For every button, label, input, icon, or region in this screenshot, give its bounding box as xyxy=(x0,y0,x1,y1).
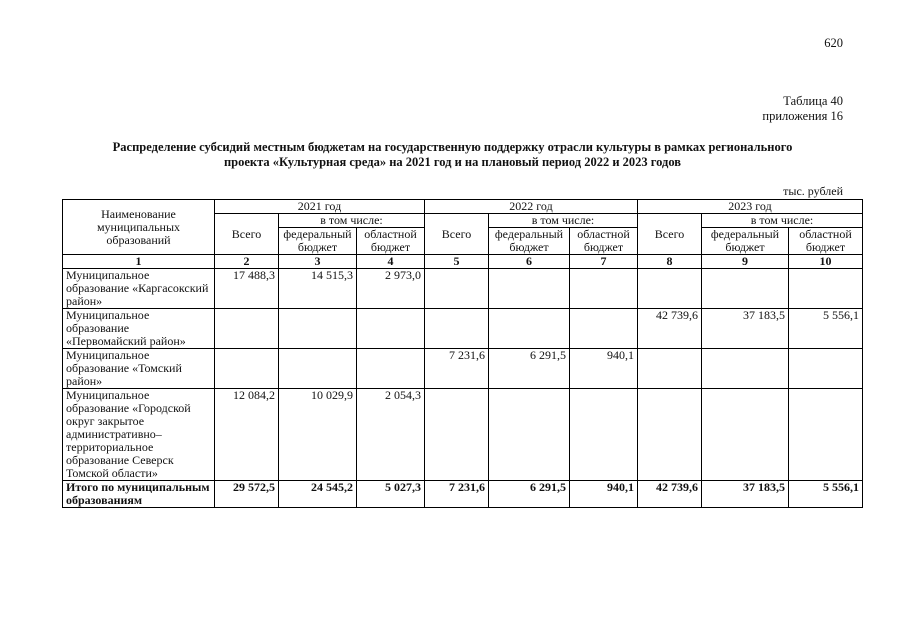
header-total-2023: Всего xyxy=(638,214,702,255)
cell-value xyxy=(789,269,863,309)
total-value: 42 739,6 xyxy=(638,481,702,508)
table-row xyxy=(63,309,863,349)
document-title-line2: проекта «Культурная среда» на 2021 год и на плановый период 2022 и 2023 годов xyxy=(223,155,682,169)
header-year-2022: 2022 год xyxy=(425,200,638,214)
header-federal-2021: федеральный бюджет xyxy=(279,228,357,255)
cell-value xyxy=(702,269,789,309)
cell-value xyxy=(570,269,638,309)
table-caption-line1: Таблица 40 xyxy=(783,94,843,108)
table-body xyxy=(63,269,863,508)
cell-value: 12 084,2 xyxy=(215,389,279,481)
column-number: 4 xyxy=(357,255,425,269)
header-including-2023: в том числе: xyxy=(702,214,863,228)
cell-value xyxy=(215,309,279,349)
document-title xyxy=(60,140,845,170)
column-number: 6 xyxy=(489,255,570,269)
row-name: Муниципальное образование «Первомайский район» xyxy=(63,309,215,349)
column-number: 2 xyxy=(215,255,279,269)
cell-value: 940,1 xyxy=(570,349,638,389)
cell-value xyxy=(638,349,702,389)
header-total-2022: Всего xyxy=(425,214,489,255)
cell-value: 14 515,3 xyxy=(279,269,357,309)
header-name: Наименование муниципальных образований xyxy=(63,200,215,255)
total-value: 940,1 xyxy=(570,481,638,508)
cell-value xyxy=(279,349,357,389)
column-number: 1 xyxy=(63,255,215,269)
total-value: 24 545,2 xyxy=(279,481,357,508)
cell-value: 37 183,5 xyxy=(702,309,789,349)
cell-value: 7 231,6 xyxy=(425,349,489,389)
column-number: 3 xyxy=(279,255,357,269)
cell-value: 10 029,9 xyxy=(279,389,357,481)
total-value: 5 556,1 xyxy=(789,481,863,508)
table-header xyxy=(63,200,863,269)
column-number: 8 xyxy=(638,255,702,269)
cell-value xyxy=(425,309,489,349)
total-value: 5 027,3 xyxy=(357,481,425,508)
total-value: 29 572,5 xyxy=(215,481,279,508)
table-caption xyxy=(762,94,843,124)
column-number: 9 xyxy=(702,255,789,269)
table-row xyxy=(63,349,863,389)
header-regional-2022: областной бюджет xyxy=(570,228,638,255)
total-value: 37 183,5 xyxy=(702,481,789,508)
cell-value xyxy=(489,269,570,309)
subsidy-table xyxy=(62,199,863,508)
header-including-2021: в том числе: xyxy=(279,214,425,228)
total-row xyxy=(63,481,863,508)
cell-value xyxy=(357,309,425,349)
header-federal-2022: федеральный бюджет xyxy=(489,228,570,255)
row-name: Муниципальное образование «Томский район» xyxy=(63,349,215,389)
column-number: 7 xyxy=(570,255,638,269)
cell-value xyxy=(702,389,789,481)
column-number: 5 xyxy=(425,255,489,269)
units-label: тыс. рублей xyxy=(783,184,843,198)
header-total-2021: Всего xyxy=(215,214,279,255)
header-regional-2021: областной бюджет xyxy=(357,228,425,255)
total-row-name: Итого по муниципальным образованиям xyxy=(63,481,215,508)
column-number: 10 xyxy=(789,255,863,269)
cell-value xyxy=(425,269,489,309)
cell-value xyxy=(279,309,357,349)
cell-value xyxy=(570,309,638,349)
cell-value: 2 973,0 xyxy=(357,269,425,309)
total-value: 6 291,5 xyxy=(489,481,570,508)
header-regional-2023: областной бюджет xyxy=(789,228,863,255)
header-year-2021: 2021 год xyxy=(215,200,425,214)
cell-value xyxy=(570,389,638,481)
document-title-line1: Распределение субсидий местным бюджетам на государственную поддержку отрасли культуры в рамках регионального xyxy=(112,140,793,154)
cell-value xyxy=(489,389,570,481)
cell-value: 17 488,3 xyxy=(215,269,279,309)
cell-value xyxy=(702,349,789,389)
table-row xyxy=(63,269,863,309)
cell-value xyxy=(357,349,425,389)
cell-value: 5 556,1 xyxy=(789,309,863,349)
cell-value xyxy=(638,269,702,309)
cell-value: 42 739,6 xyxy=(638,309,702,349)
cell-value xyxy=(215,349,279,389)
row-name: Муниципальное образование «Каргасокский район» xyxy=(63,269,215,309)
cell-value xyxy=(638,389,702,481)
cell-value xyxy=(489,309,570,349)
row-name: Муниципальное образование «Городской округ закрытое административно–территориальное образование Северск Томской области» xyxy=(63,389,215,481)
header-federal-2023: федеральный бюджет xyxy=(702,228,789,255)
header-year-2023: 2023 год xyxy=(638,200,863,214)
cell-value xyxy=(425,389,489,481)
cell-value: 6 291,5 xyxy=(489,349,570,389)
page-number: 620 xyxy=(824,36,843,50)
cell-value: 2 054,3 xyxy=(357,389,425,481)
total-value: 7 231,6 xyxy=(425,481,489,508)
cell-value xyxy=(789,389,863,481)
header-including-2022: в том числе: xyxy=(489,214,638,228)
table-caption-line2: приложения 16 xyxy=(762,109,843,123)
cell-value xyxy=(789,349,863,389)
table-row xyxy=(63,389,863,481)
